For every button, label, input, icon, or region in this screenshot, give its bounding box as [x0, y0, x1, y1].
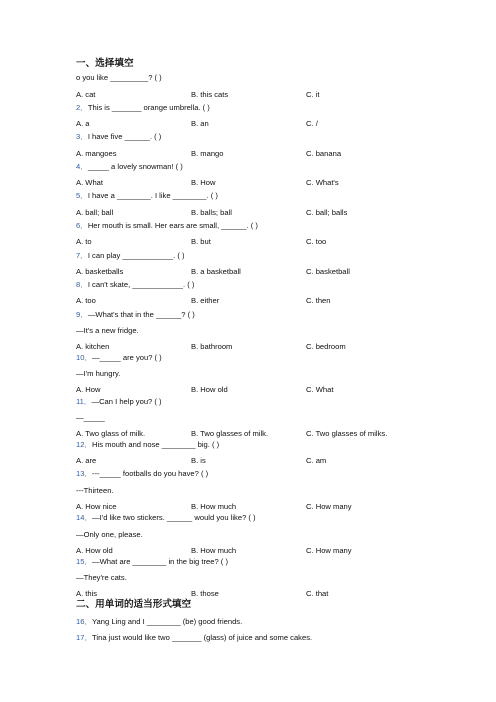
- question-response: —They're cats.: [76, 573, 127, 582]
- question-stem: [76, 251, 185, 261]
- option-a: A. basketballs: [76, 267, 124, 276]
- question-text: Her mouth is small. Her ears are small, ______. ( ): [87, 221, 258, 230]
- question-text: I can play ____________. ( ): [87, 251, 185, 260]
- question-stem: [76, 162, 183, 172]
- option-b: B. bathroom: [191, 342, 233, 351]
- option-b: B. but: [191, 237, 211, 246]
- question-text: —What are ________ in the big tree? ( ): [92, 557, 228, 566]
- fill-in-question: [76, 633, 312, 643]
- option-a: A. mangoes: [76, 149, 117, 158]
- option-a: A. ball; ball: [76, 208, 114, 217]
- question-number: 10．: [76, 353, 93, 362]
- option-c: C. bedroom: [306, 342, 346, 351]
- fill-in-question: [76, 617, 242, 627]
- option-a: A. How: [76, 385, 101, 394]
- question-text: o you like _________? ( ): [76, 73, 162, 82]
- question-text: This is _______ orange umbrella. ( ): [87, 103, 210, 112]
- option-b: B. How much: [191, 502, 237, 511]
- option-b: B. is: [191, 456, 206, 465]
- option-a: A. a: [76, 119, 90, 128]
- option-a: A. What: [76, 178, 104, 187]
- option-b: B. Two glasses of milk.: [191, 429, 269, 438]
- option-b: B. How much: [191, 546, 237, 555]
- option-c: C. it: [306, 90, 320, 99]
- option-a: A. to: [76, 237, 92, 246]
- question-number: 3．: [76, 132, 88, 141]
- question-number: 7．: [76, 251, 88, 260]
- option-a: A. cat: [76, 90, 96, 99]
- option-c: C. then: [306, 296, 331, 305]
- question-response: —It's a new fridge.: [76, 326, 139, 335]
- question-text: I can't skate, ____________. ( ): [87, 280, 195, 289]
- option-a: A. How old: [76, 546, 113, 555]
- option-a: A. are: [76, 456, 97, 465]
- question-response: ---Thirteen.: [76, 486, 114, 495]
- question-response: —Only one, please.: [76, 530, 143, 539]
- option-c: C. that: [306, 589, 329, 598]
- question-number: 4．: [76, 162, 88, 171]
- option-b: B. How old: [191, 385, 228, 394]
- option-b: B. balls; ball: [191, 208, 232, 217]
- option-b: B. How: [191, 178, 216, 187]
- question-stem: [76, 353, 162, 363]
- question-stem: [76, 132, 161, 142]
- question-number: 6．: [76, 221, 88, 230]
- question-number: 11．: [76, 397, 92, 406]
- question-number: 14．: [76, 513, 93, 522]
- option-b: B. mango: [191, 149, 224, 158]
- option-b: B. either: [191, 296, 220, 305]
- option-a: A. How nice: [76, 502, 117, 511]
- option-b: B. those: [191, 589, 219, 598]
- option-c: C. banana: [306, 149, 342, 158]
- question-number: 16．: [76, 617, 93, 626]
- section-1-title: 一、选择填空: [76, 58, 134, 69]
- question-number: 8．: [76, 280, 88, 289]
- question-stem: [76, 103, 210, 113]
- option-c: C. too: [306, 237, 327, 246]
- question-stem: [76, 397, 162, 407]
- question-stem: [76, 469, 208, 479]
- question-text: —What's that in the ______? ( ): [87, 310, 195, 319]
- option-c: C. ball; balls: [306, 208, 348, 217]
- question-number: 9．: [76, 310, 88, 319]
- question-text: I have five ______. ( ): [87, 132, 162, 141]
- question-stem: [76, 73, 162, 83]
- option-a: A. this: [76, 589, 98, 598]
- question-response: —I'm hungry.: [76, 369, 121, 378]
- option-a: A. kitchen: [76, 342, 110, 351]
- question-number: 2．: [76, 103, 88, 112]
- question-stem: [76, 280, 194, 290]
- question-number: 17．: [76, 633, 93, 642]
- question-text: Tina just would like two _______ (glass) of juice and some cakes.: [92, 633, 313, 642]
- question-stem: [76, 191, 218, 201]
- option-c: C. What's: [306, 178, 339, 187]
- option-c: C. am: [306, 456, 327, 465]
- section-2-title: 二、用单词的适当形式填空: [76, 599, 192, 610]
- question-number: 13．: [76, 469, 93, 478]
- option-c: C. What: [306, 385, 334, 394]
- question-text: His mouth and nose ________ big. ( ): [92, 440, 220, 449]
- option-c: C. Two glasses of milks.: [306, 429, 388, 438]
- question-stem: [76, 221, 258, 231]
- option-b: B. an: [191, 119, 209, 128]
- question-number: 12．: [76, 440, 93, 449]
- option-b: B. a basketball: [191, 267, 241, 276]
- option-c: C. basketball: [306, 267, 350, 276]
- question-response: —_____: [76, 413, 105, 422]
- option-c: C. /: [306, 119, 318, 128]
- question-text: I have a ________. I like ________. ( ): [87, 191, 218, 200]
- question-text: Yang Ling and I ________ (be) good friends.: [92, 617, 243, 626]
- question-text: _____ a lovely snowman! ( ): [87, 162, 183, 171]
- question-text: —I'd like two stickers. ______ would you like? ( ): [92, 513, 256, 522]
- option-c: C. How many: [306, 546, 352, 555]
- question-stem: [76, 513, 256, 523]
- question-stem: [76, 557, 228, 567]
- option-c: C. How many: [306, 502, 352, 511]
- option-a: A. too: [76, 296, 96, 305]
- question-number: 15．: [76, 557, 93, 566]
- option-b: B. this cats: [191, 90, 229, 99]
- question-text: —Can I help you? ( ): [91, 397, 162, 406]
- question-text: ---_____ footballs do you have? ( ): [92, 469, 209, 478]
- question-number: 5．: [76, 191, 88, 200]
- question-stem: [76, 310, 195, 320]
- question-stem: [76, 440, 219, 450]
- option-a: A. Two glass of milk.: [76, 429, 146, 438]
- question-text: —_____ are you? ( ): [92, 353, 162, 362]
